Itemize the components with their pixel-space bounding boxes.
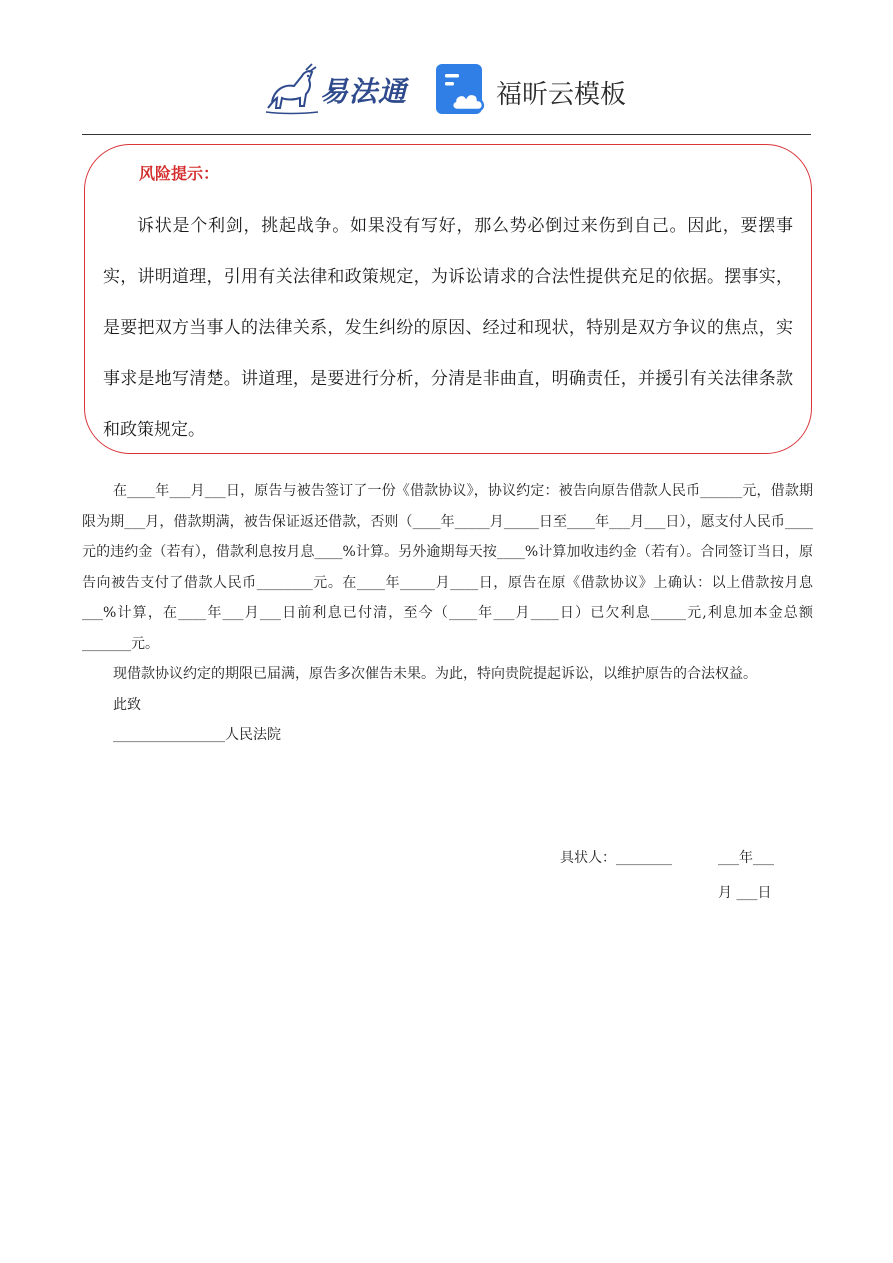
header-divider xyxy=(82,134,811,135)
complaint-body xyxy=(82,476,813,751)
facts-paragraph: 在____年___月___日，原告与被告签订了一份《借款协议》，协议约定：被告向原告借款人民币______元，借款期限为期___月，借款期满，被告保证返还借款，否则（____年_____月_____日至____年___月___日），愿支付人民币____元的违约金（若有），借款利息按月息____%计算。另外逾期每天按____%计算加收违约金（若有）。合同签订当日，原告向被告支付了借款人民币________元。在____年_____月____日，原告在原《借款协议》上确认：以上借款按月息___%计算，在____年___月___日前利息已付清，至今（____年___月____日）已欠利息_____元,利息加本金总额_______元。 xyxy=(82,483,813,652)
plaintiff-signature: 具状人：________ xyxy=(560,850,672,866)
risk-warning-box xyxy=(84,144,812,454)
signature-month-day: 月 ___日 xyxy=(718,885,772,901)
court-name-line: ________________人民法院 xyxy=(113,727,281,743)
risk-warning-text: 诉状是个利剑，挑起战争。如果没有写好，那么势必倒过来伤到自己。因此，要摆事实，讲明道理，引用有关法律和政策规定，为诉讼请求的合法性提供充足的依据。摆事实，是要把双方当事人的法律关系，发生纠纷的原因、经过和现状，特别是双方争议的焦点，实事求是地写清楚。讲道理，是要进行分析，分清是非曲直，明确责任，并援引有关法律条款和政策规定。 xyxy=(103,216,793,440)
header xyxy=(0,60,893,122)
foxit-cloud-template-text: 福昕云模板 xyxy=(496,80,627,110)
yifatong-logo xyxy=(262,60,414,120)
cloud-document-icon xyxy=(436,64,488,116)
horse-icon xyxy=(262,62,322,118)
yifatong-logo-text: 易法通 xyxy=(320,75,408,108)
signature-year: ___年___ xyxy=(718,850,774,866)
risk-warning-title: 风险提示： xyxy=(139,164,220,183)
salutation: 此致 xyxy=(113,696,141,713)
foxit-cloud-template-logo xyxy=(436,64,636,120)
claim-paragraph: 现借款协议约定的期限已届满，原告多次催告未果。为此，特向贵院提起诉讼，以维护原告的合法权益。 xyxy=(113,666,757,682)
